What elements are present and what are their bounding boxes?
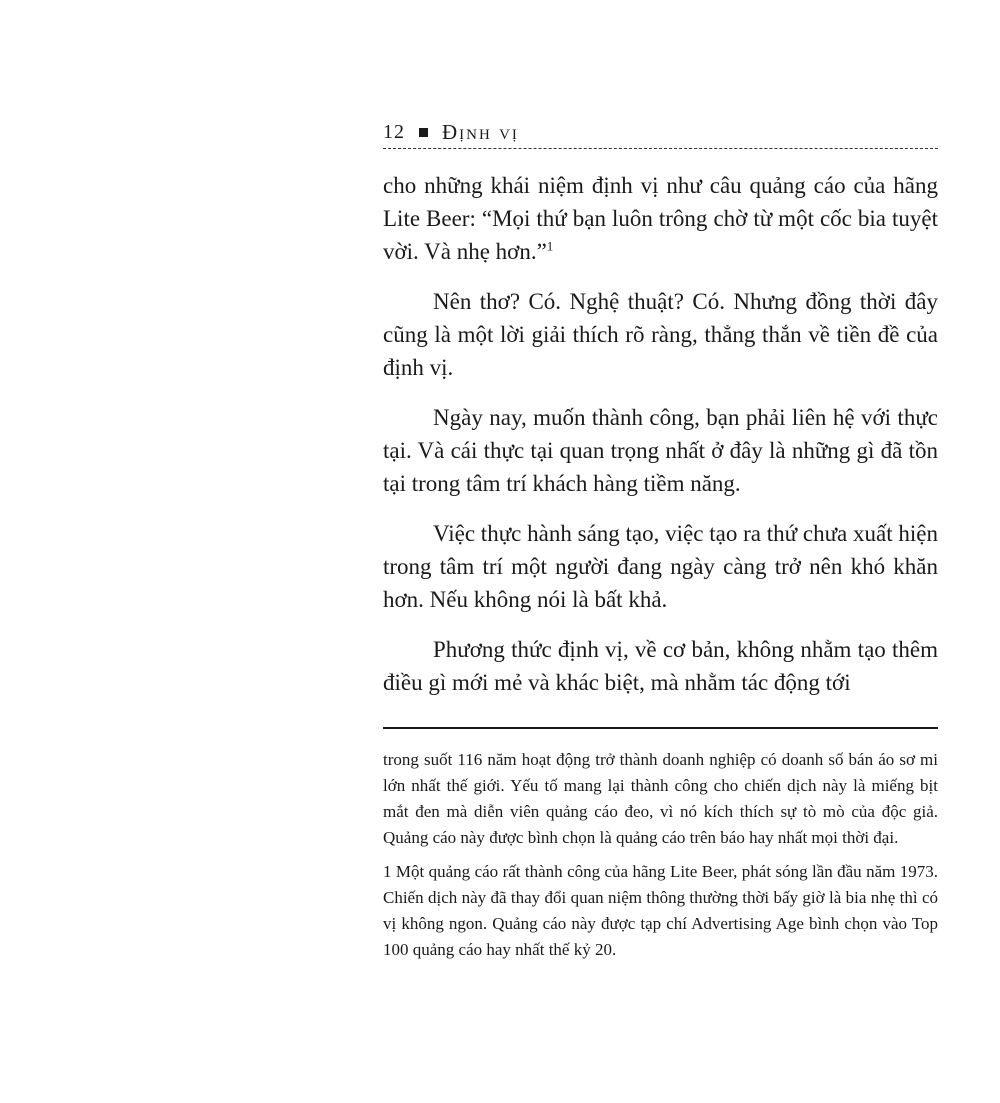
chapter-title: Định vị [442,120,519,144]
square-bullet-icon [419,128,428,137]
book-page [383,118,938,971]
paragraph-3: Ngày nay, muốn thành công, bạn phải liên hệ với thực tại. Và cái thực tại quan trọng nhất ở đây là những gì đã tồn tại trong tâm trí khách hàng tiềm năng. [383,405,938,496]
footnote-1: 1 Một quảng cáo rất thành công của hãng Lite Beer, phát sóng lần đầu năm 1973. Chiến dịch này đã thay đổi quan niệm thông thường thời bấy giờ là bia nhẹ thì có vị không ngon. Quảng cáo này được tạp chí Advertising Age bình chọn vào Top 100 quảng cáo hay nhất thế kỷ 20. [383,862,938,959]
body-text [383,169,938,699]
paragraph-1 [383,169,938,268]
footnote-ref: 1 [546,238,554,254]
footnote-continued: trong suốt 116 năm hoạt động trở thành doanh nghiệp có doanh số bán áo sơ mi lớn nhất thế giới. Yếu tố mang lại thành công cho chiến dịch này là miếng bịt mắt đen mà diễn viên quảng cáo đeo, vì nó kích thích sự tò mò của độc giả. Quảng cáo này được bình chọn là quảng cáo trên báo hay nhất mọi thời đại. [383,750,938,847]
header-dashed-rule [383,148,938,149]
paragraph-2: Nên thơ? Có. Nghệ thuật? Có. Nhưng đồng thời đây cũng là một lời giải thích rõ ràng, thẳng thắn về tiền đề của định vị. [383,289,938,380]
running-header [383,118,938,146]
paragraph-1-text: cho những khái niệm định vị như câu quảng cáo của hãng Lite Beer: “Mọi thứ bạn luôn trông chờ từ một cốc bia tuyệt vời. Và nhẹ hơn.” [383,173,938,264]
paragraph-5: Phương thức định vị, về cơ bản, không nhằm tạo thêm điều gì mới mẻ và khác biệt, mà nhằm tác động tới [383,637,938,695]
footnote-rule [383,727,938,729]
page-number: 12 [383,121,405,143]
footnotes [383,747,938,963]
paragraph-4: Việc thực hành sáng tạo, việc tạo ra thứ chưa xuất hiện trong tâm trí một người đang ngày càng trở nên khó khăn hơn. Nếu không nói là bất khả. [383,521,938,612]
